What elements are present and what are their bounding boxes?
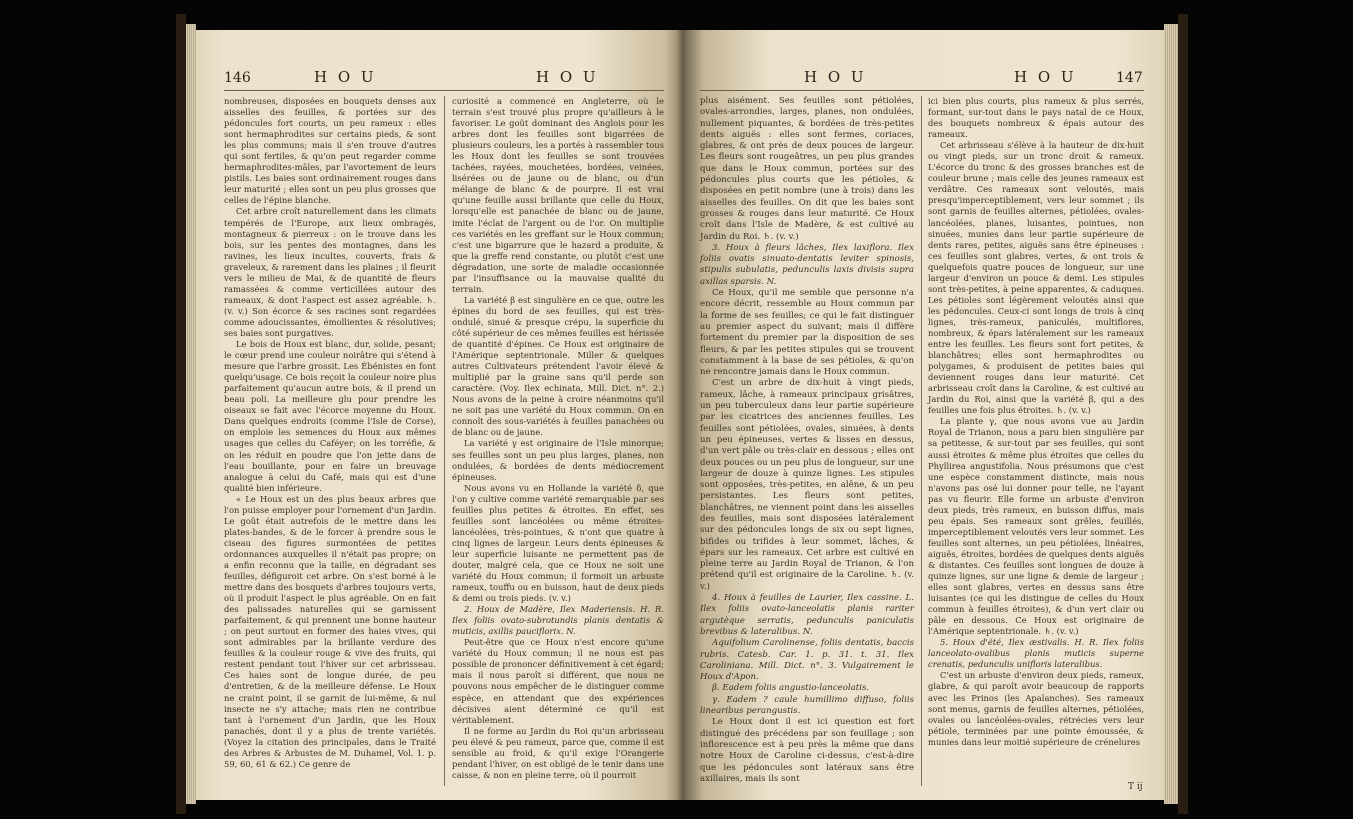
variety: γ. Eadem ? caule humillimo diffuso, foliis linearibus perangustis. — [700, 694, 914, 717]
right-page — [684, 30, 1164, 800]
left-page — [196, 30, 684, 800]
paragraph: Cet arbrisseau s'élève à la hauteur de dix-huit ou vingt pieds, sur un tronc droit & rameux. L'écorce du tronc & des grosses branches est de couleur brune ; mais celle des jeunes rameaux est verdâtre. Ces rameaux sont veloutés, mais presqu'imperceptiblement, vers leur sommet ; ils sont garnis de feuilles alternes, pétiolées, ovales-lancéolées, planes, luisantes, pointues, non sinuées, munies dans leur partie supérieure de dents rares, petites, aiguës sans être épineuses : ces feuilles sont glabres, vertes, & ont trois & quelquefois quatre pouces de longueur, sur une largeur d'environ un pouce & demi. Les stipules sont très-petites, à peine apparentes, & caduques. Les pétioles sont légèrement veloutés ainsi que les pédoncules. Ceux-ci sont longs de trois à cinq lignes, très-rameux, paniculés, multiflores, nombreux, & épars latéralement sur les rameaux entre les feuilles. Les fleurs sont fort petites, & blanchâtres; elles sont hermaphrodites ou polygames, & produisent de petites baies qui deviennent rouges dans leur maturité. Cet arbrisseau croît dans la Caroline, & est cultivé au Jardin du Roi, ainsi que la variété β, qui a des feuilles une fois plus étroites. ♄. (v. v.) — [928, 140, 1144, 416]
synonym: Aquifolium Carolinense, foliis dentatis, baccis rubris. Catesb. Car. 1. p. 31. t. 31. Ilex Caroliniana. Mill. Dict. n°. 3. Vulgairement le Houx d'Apon. — [700, 638, 914, 683]
left-cover — [176, 14, 186, 814]
paragraph: Ce Houx, qu'il me semble que personne n'a encore décrit, ressemble au Houx commun par la forme de ses feuilles; ce qui le fait distinguer au premier aspect du suivant; mais il diffère fortement du premier par la disposition de ses fleurs, & par les petites stipules qui se trouvent constamment à la base de ses pétioles, & qu'on ne rencontre jamais dans le Houx commun. — [700, 288, 914, 378]
paragraph: Cet arbre croît naturellement dans les climats tempérés de l'Europe, aux lieux ombragés, montagneux & pierreux : on le trouve dans les bois, sur les pentes des montagnes, dans les ravines, les lieux incultes, couverts, frais & graveleux, & rarement dans les plaines ; il fleurit vers le milieu de Mai, & de quantité de fleurs ramassées & comme verticillées autour des rameaux, & dont l'aspect est assez agréable. ♄. (v. v.) Son écorce & ses racines sont regardées comme adoucissantes, émollientes & résolutives; ses baies sont purgatives. — [224, 206, 436, 338]
right-page-number: 147 — [1116, 70, 1143, 86]
signature-mark: T ij — [1128, 782, 1143, 792]
paragraph: Peut-être que ce Houx n'est encore qu'une variété du Houx commun; il ne nous est pas possible de prononcer définitivement à cet égard; mais il nous paroît si différent, que nous ne pouvons nous empêcher de le distinguer comme espèce, en attendant que des expériences décisives aient déterminé ce qu'il est véritablement. — [452, 637, 664, 725]
right-header-rule — [700, 90, 1144, 91]
right-running-head-1: H O U — [804, 68, 867, 86]
paragraph: plus aisément. Ses feuilles sont pétiolées, ovales-arrondies, larges, planes, non ondulées, nullement piquantes, & bordées de très-petites dents aiguës : elles sont fermes, coriaces, glabres, & ont près de deux pouces de largeur. Les fleurs sont rougeâtres, un peu plus grandes que dans le Houx commun, portées sur des pédoncules plus courts que les pétioles, & disposées en petit nombre (une à trois) dans les aisselles des feuilles. On dit que les baies sont grosses & rouges dans leur maturité. Ce Houx croît dans l'Isle de Madère, & est cultivé au Jardin du Roi. ♄. (v. v.) — [700, 96, 914, 242]
left-column-2 — [452, 96, 664, 781]
right-column-2 — [928, 96, 1144, 748]
species-entry: 4. Houx à feuilles de Laurier, Ilex cassine. L. Ilex foliis ovato-lanceolatis planis rariter argutèque serratis, pedunculis paniculatis brevibus & lateralibus. N. — [700, 593, 914, 637]
left-page-edges — [186, 24, 196, 804]
paragraph: La plante γ, que nous avons vue au Jardin Royal de Trianon, nous a paru bien singulière par sa petitesse, & sur-tout par ses feuilles, qui sont aussi étroites & même plus étroites que celles du Phyllirea angustifolia. Nous présumons que c'est une espèce constamment distincte, mais nous n'avons pas osé lui donner pour telle, ne l'ayant pas vu fleurir. Elle forme un arbuste d'environ deux pieds, très rameux, en buisson diffus, mais peu épais. Ses rameaux sont grêles, feuillés, imperceptiblement veloutés vers leur sommet. Les feuilles sont alternes, un peu pétiolées, linéaires, aiguës, étroites, bordées de quelques dents aiguës & distantes. Ces feuilles sont longues de douze à quinze lignes, sur une ligne & demie de largeur ; elles sont glabres, vertes en dessus sans être luisantes (ce qui les distingue de celles du Houx commun à feuilles étroites), & d'un vert clair ou pâle en dessous. Ce Houx est originaire de l'Amérique septentrionale. ♄. (v. v.) — [928, 416, 1144, 637]
paragraph: Le bois de Houx est blanc, dur, solide, pesant; le cœur prend une couleur noirâtre qui s'étend à mesure que l'arbre grossit. Les Ébénistes en font quelqu'usage. Ce bois reçoit la couleur noire plus parfaitement qu'aucun autre bois, & il prend un beau poli. La meilleure glu pour prendre les oiseaux se fait avec l'écorce moyenne du Houx. Dans quelques endroits (comme l'Isle de Corse), on emploie les semences du Houx aux mêmes usages que celles du Caféyer; on les torréfie, & on les réduit en poudre que l'on jette dans de l'eau bouillante, pour en faire un breuvage analogue à celui du Café, mais qui est d'une qualité bien inférieure. — [224, 339, 436, 493]
species-entry: 2. Houx de Madère, Ilex Maderiensis. H. R. Ilex foliis ovato-subrotundis planis dentatis & muticis, axillis pauciflorix. N. — [452, 604, 664, 637]
paragraph: C'est un arbre de dix-huit à vingt pieds, rameux, lâche, à rameaux principaux grisâtres, un peu tuberculeux dans leur partie supérieure par les cicatrices des anciennes feuilles. Les feuilles sont pétiolées, ovales, sinuées, à dents un peu épineuses, vertes & lisses en dessus, d'un vert pâle ou très-clair en dessous ; elles ont deux pouces ou un peu plus de longueur, sur une largeur de douze à quinze lignes. Les stipules sont opposées, très-petites, en alêne, & un peu persistantes. Les fleurs sont petites, blanchâtres, ne viennent point dans les aisselles des feuilles, mais sont disposées latéralement sur des pédoncules longs de six ou sept lignes, bifides ou trifides à leur sommet, lâches, & épars sur les rameaux. Cet arbre est cultivé en pleine terre au Jardin Royal de Trianon, & l'on prétend qu'il est originaire de la Caroline. ♄. (v. v.) — [700, 378, 914, 592]
paragraph: « Le Houx est un des plus beaux arbres que l'on puisse employer pour l'ornement d'un Jardin. Le goût était autrefois de le mettre dans les plates-bandes, & de le forcer à prendre sous le ciseau des figures surmontées de petites ordonnances auxquelles il n'était pas propre; on a enfin reconnu que la taille, en dégradant ses feuilles, défiguroit cet arbre. On s'est borné à le mettre dans des bosquets d'arbres toujours verts, où il produit l'aspect le plus agréable. On en fait des palissades naturelles qui se garnissent parfaitement, & qui prennent une bonne hauteur ; on peut surtout en former des haies vives, qui sont admirables par la brillante verdure des feuilles & la couleur rouge & vive des fruits, qui restent pendant tout l'hiver sur cet arbrisseau. Ces haies sont de longue durée, de peu d'entretien, & de la meilleure défense. Le Houx ne craint point, il se garnit de lui-même, & nul insecte ne s'y attache; mais rien ne contribue tant à l'ornement d'un Jardin, que les Houx panachés, dont il y a plus de trente variétés. (Voyez la citation des principales, dans le Traité des Arbres & Arbustes de M. Duhamel, Vol. 1. p. 59, 60, 61 & 62.) Ce genre de — [224, 493, 436, 769]
paragraph: Nous avons vu en Hollande la variété δ, que l'on y cultive comme variété remarquable par ses feuilles plus petites & étroites. En effet, ses feuilles sont lancéolées ou même étroites-lancéolées, très-pointues, & n'ont que quatre à cinq lignes de largeur. Leurs dents épineuses & leur superficie luisante ne permettent pas de douter, malgré cela, que ce Houx ne soit une variété du Houx commun; il formoit un arbuste rameux, touffu ou en buisson, haut de deux pieds & demi ou trois pieds. (v. v.) — [452, 482, 664, 604]
right-running-head-2: H O U — [1014, 68, 1077, 86]
variety: β. Eadem foliis angustio-lanceolatis. — [712, 683, 870, 694]
left-page-number: 146 — [224, 70, 251, 86]
left-column-1 — [224, 96, 436, 770]
left-running-head-1: H O U — [314, 68, 377, 86]
left-header-rule — [224, 90, 664, 91]
right-cover — [1178, 14, 1188, 814]
species-entry: 5. Houx d'été, Ilex æstivalis. H. R. Ilex foliis lanceolato-ovalibus planis muticis superne crenatis, pedunculis unifloris lateralibus. — [928, 637, 1144, 670]
species-entry: 3. Houx à fleurs lâches, Ilex laxiflora. Ilex foliis ovatis sinuato-dentatis leviter spinosis, stipulis subulatis, pedunculis laxis divisis supra axillas sparsis. N. — [700, 242, 914, 287]
paragraph: ici bien plus courts, plus rameux & plus serrés, formant, sur-tout dans le pays natal de ce Houx, des bouquets nombreux & épais autour des rameaux. — [928, 96, 1144, 140]
paragraph: Il ne forme au Jardin du Roi qu'un arbrisseau peu élevé & peu rameux, parce que, comme il est sensible au froid, & qu'il exige l'Orangerie pendant l'hiver, on est obligé de le tenir dans une caisse, & non en pleine terre, où il pourroit — [452, 725, 664, 780]
paragraph: C'est un arbuste d'environ deux pieds, rameux, glabre, & qui paroît avoir beaucoup de rapports avec les Prinos (les Apalanches). Ses rameaux sont menus, garnis de feuilles alternes, pétiolées, ovales ou lancéolées-ovales, rétrécies vers leur pétiole, terminées par une pointe émoussée, & munies dans leur moitié supérieure de crénelures — [928, 670, 1144, 747]
left-running-head-2: H O U — [536, 68, 599, 86]
right-page-edges — [1164, 24, 1178, 804]
left-column-divider — [444, 96, 445, 786]
paragraph: nombreuses, disposées en bouquets denses aux aisselles des feuilles, & portées sur des pédoncules fort courts, un peu rameux : elles sont hermaphrodites sur certains pieds, & sont les plus communs; mais il s'en trouve d'autres qui sont fertiles, & qu'on peut regarder comme hermaphrodites-mâles, par l'avortement de leurs pistils. Les baies sont ordinairement rouges dans leur maturité ; elles sont un peu plus grosses que celles de l'épine blanche. — [224, 96, 436, 206]
right-column-1 — [700, 96, 914, 785]
paragraph: La variété γ est originaire de l'Isle minorque; ses feuilles sont un peu plus larges, planes, non ondulées, & bordées de dents médiocrement épineuses. — [452, 438, 664, 482]
paragraph: Le Houx dont il est ici question est fort distingué des précédens par son feuillage ; son inflorescence est à peu près la même que dans notre Houx de Caroline ci-dessus, c'est-à-dire que les pédoncules sont latéraux sans être axillaires, mais ils sont — [700, 717, 914, 784]
paragraph: curiosité a commencé en Angleterre, où le terrain s'est trouvé plus propre qu'ailleurs à le favoriser. Le goût dominant des Anglois pour les arbres dont les feuilles sont bigarrées de plusieurs couleurs, les a portés à rassembler tous les Houx dont les feuilles se sont trouvées tachées, rayées, mouchetées, bordées, veinées, lisérées ou de jaune ou de blanc, ou d'un mélange de blanc & de pourpre. Il est vrai qu'une feuille aussi brillante que celle du Houx, lorsqu'elle est panachée de blanc ou de jaune, imite l'éclat de l'argent ou de l'or. On multiplie ces variétés en les greffant sur le Houx commun; c'est une bigarrure que le hazard a produite, & que la greffe rend constante, ou plutôt c'est une dégradation, une sorte de maladie occasionnée par l'insuffisance ou la mauvaise qualité du terrain. — [452, 96, 664, 294]
paragraph: La variété β est singulière en ce que, outre les épines du bord de ses feuilles, qui est très-ondulé, sinué & presque crépu, la superficie du côté supérieur de ces mêmes feuilles est hérissée de quantité d'épines. Ce Houx est originaire de l'Amérique septentrionale. Miller & quelques autres Cultivateurs prétendent l'avoir élevé & multiplié par la graine sans qu'il perde son caractère. (Voy. Ilex echinata, Mill. Dict. n°. 2.) Nous avons de la peine à croire néanmoins qu'il ne soit pas une variété du Houx commun. On en connoît des sous-variétés à feuilles panachées ou de blanc ou de jaune. — [452, 294, 664, 438]
right-column-divider — [921, 96, 922, 786]
